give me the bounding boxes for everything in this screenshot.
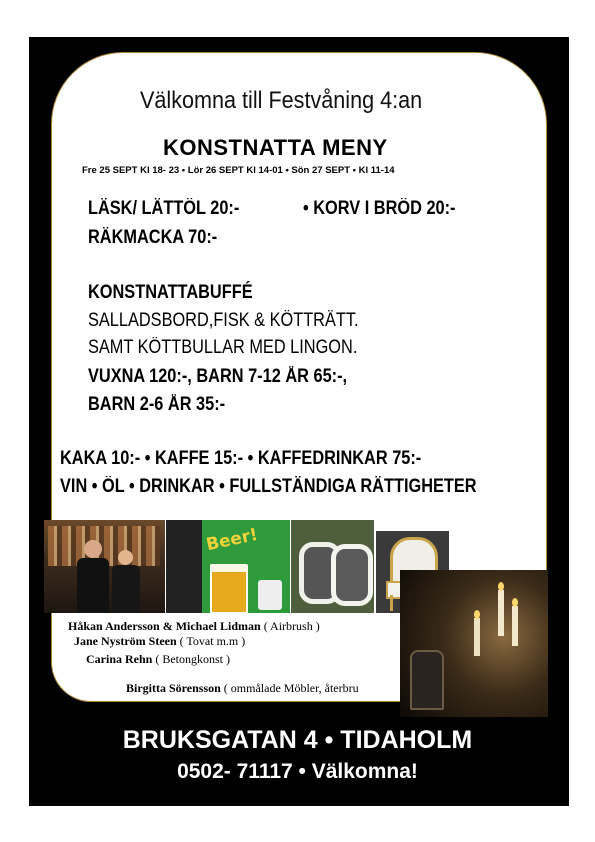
credit-note: ( Airbrush ): [260, 619, 320, 633]
photo-felted-slippers: [291, 520, 374, 613]
credit-name: Jane Nyström Steen: [74, 634, 177, 648]
credit-note: ( Tovat m.m ): [176, 634, 246, 648]
photo-beer-art: [166, 520, 290, 613]
event-dates: Fre 25 SEPT Kl 18- 23 • Lör 26 SEPT Kl 14-01 • Sön 27 SEPT • Kl 11-14: [82, 165, 395, 176]
credit-line-3: [86, 652, 230, 667]
extras-line-1: KAKA 10:- • KAFFE 15:- • KAFFEDRINKAR 75:-: [60, 448, 422, 469]
buffe-line-2: SAMT KÖTTBULLAR MED LINGON.: [88, 337, 358, 358]
item-lask: LÄSK/ LÄTTÖL 20:-: [88, 198, 240, 219]
beer-text: Beer!: [204, 524, 260, 556]
footer-address: BRUKSGATAN 4 • TIDAHOLM: [122, 726, 473, 754]
credit-note: ( ommålade Möbler, återbru: [220, 681, 359, 695]
buffe-line-1: SALLADSBORD,FISK & KÖTTRÄTT.: [88, 310, 359, 331]
extras-line-2: VIN • ÖL • DRINKAR • FULLSTÄNDIGA RÄTTIGHETER: [60, 476, 477, 497]
item-korv: • KORV I BRÖD 20:-: [303, 198, 456, 219]
welcome-heading: Välkomna till Festvåning 4:an: [140, 87, 423, 114]
credit-line-2: [74, 634, 245, 649]
photo-candles-lantern: [400, 570, 548, 717]
menu-title: KONSTNATTA MENY: [163, 135, 388, 160]
photo-bar-staff: [44, 520, 165, 613]
item-rakmacka: RÄKMACKA 70:-: [88, 227, 218, 248]
footer-phone: 0502- 71117 • Välkomna!: [177, 760, 418, 783]
credit-name: Håkan Andersson & Michael Lidman: [68, 619, 261, 633]
credit-name: Birgitta Sörensson: [126, 681, 221, 695]
buffe-price-2: BARN 2-6 ÅR 35:-: [88, 394, 226, 415]
credit-line-1: [68, 619, 320, 634]
credit-note: ( Betongkonst ): [152, 652, 231, 666]
buffe-title: KONSTNATTABUFFÉ: [88, 282, 253, 303]
buffe-price-1: VUXNA 120:-, BARN 7-12 ÅR 65:-,: [88, 366, 348, 387]
credit-name: Carina Rehn: [86, 652, 153, 666]
credit-line-4: [126, 681, 398, 696]
